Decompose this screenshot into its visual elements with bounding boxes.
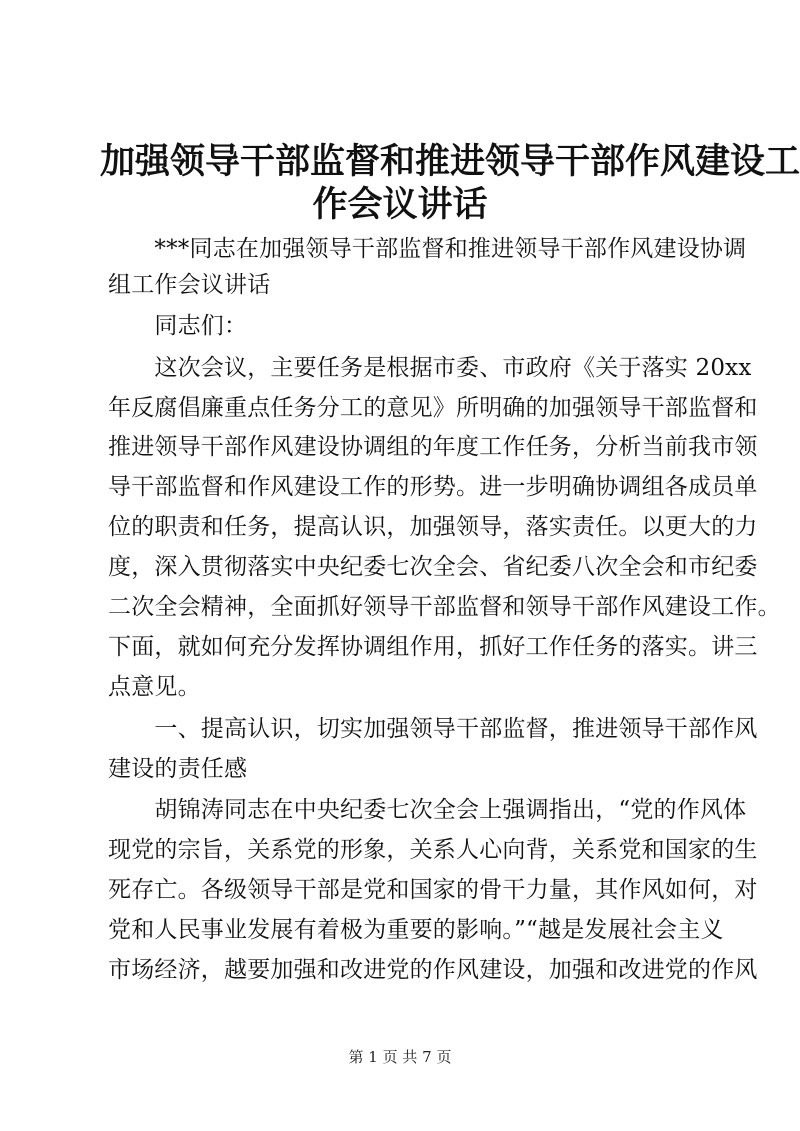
body-text-line: 导干部监督和作风建设工作的形势。进一步明确协调组各成员单 [108,474,758,500]
document-title-line-1: 加强领导干部监督和推进领导干部作风建设工 [100,141,800,182]
body-text-line: 胡锦涛同志在中央纪委七次全会上强调指出，“党的作风体 [108,797,747,823]
body-text-line: 现党的宗旨，关系党的形象，关系人心向背，关系党和国家的生 [108,837,758,863]
body-text-line: 度，深入贯彻落实中央纪委七次全会、省纪委八次全会和市纪委 [108,554,758,580]
body-text-line: ***同志在加强领导干部监督和推进领导干部作风建设协调 [108,236,747,262]
body-text-line: 二次全会精神，全面抓好领导干部监督和领导干部作风建设工作。 [108,594,781,620]
body-text-line: 死存亡。各级领导干部是党和国家的骨干力量，其作风如何，对 [108,877,758,903]
section-heading-line: 建设的责任感 [108,756,248,782]
body-text-line: 年反腐倡廉重点任务分工的意见》所明确的加强领导干部监督和 [108,395,758,421]
body-text-line: 位的职责和任务，提高认识，加强领导，落实责任。以更大的力 [108,514,758,540]
body-text-line: 这次会议，主要任务是根据市委、市政府《关于落实 20xx [108,355,752,381]
body-text-line: 点意见。 [108,674,201,700]
body-text-line: 党和人民事业发展有着极为重要的影响。”“越是发展社会主义 [108,917,724,943]
section-heading-line: 一、提高认识，切实加强领导干部监督，推进领导干部作风 [108,716,758,742]
document-title-line-2: 作会议讲话 [312,184,488,225]
body-text-line: 市场经济，越要加强和改进党的作风建设，加强和改进党的作风 [108,957,758,983]
body-text-line: 同志们： [108,313,248,339]
body-text-line: 组工作会议讲话 [108,272,271,298]
body-text-line: 下面，就如何充分发挥协调组作用，抓好工作任务的落实。讲三 [108,634,758,660]
page-number-footer: 第 1 页 共 7 页 [348,1048,452,1066]
body-text-line: 推进领导干部作风建设协调组的年度工作任务，分析当前我市领 [108,434,758,460]
